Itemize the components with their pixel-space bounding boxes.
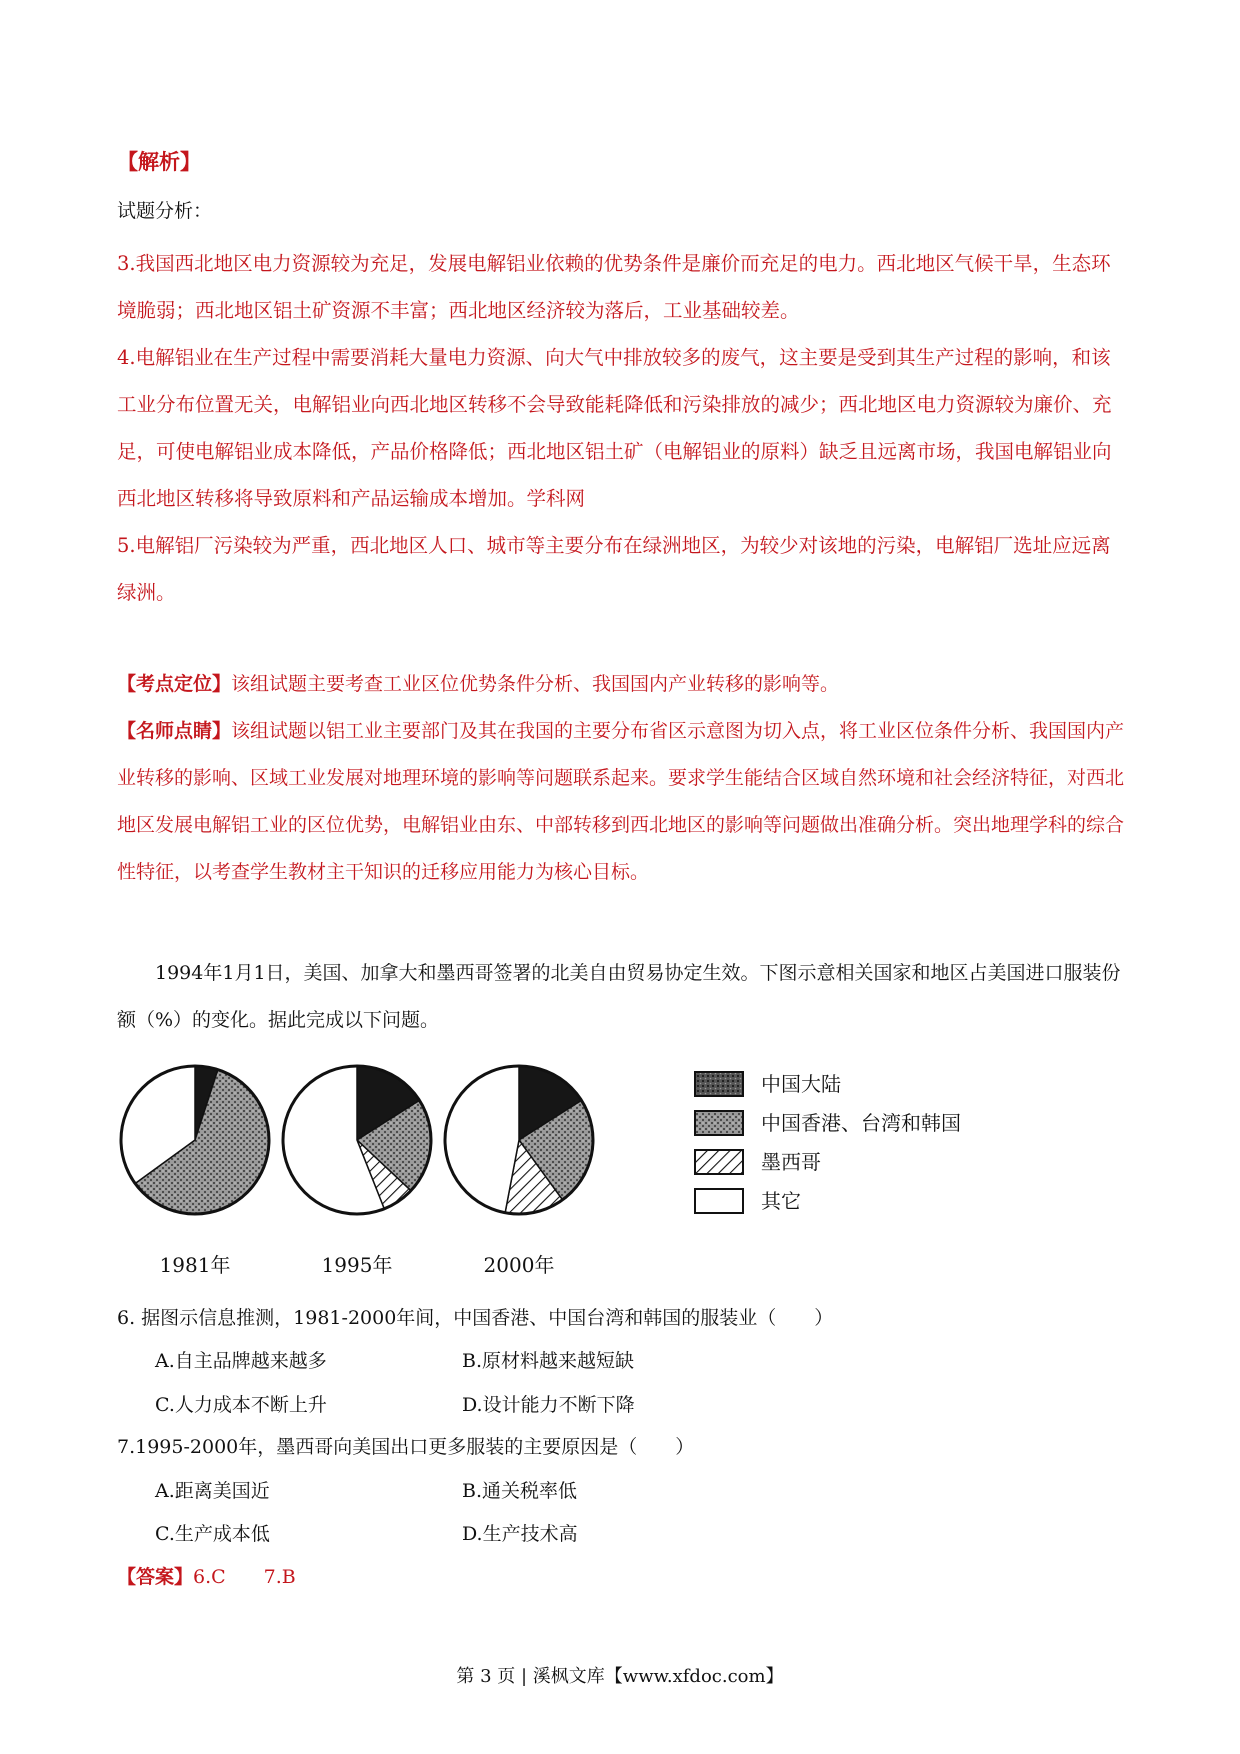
question-intro: [117, 950, 1127, 1044]
page-footer: 第 3 页 | 溪枫文库【www.xfdoc.com】: [456, 1666, 784, 1687]
answer-text: 6.C 7.B: [193, 1566, 296, 1588]
pie-2-year-label: 2000年: [483, 1253, 555, 1277]
mingshi-text: 该组试题以铝工业主要部门及其在我国的主要分布省区示意图为切入点，将工业区位条件分析、我国国内产业转移的影响、区域工业发展对地理环境的影响等问题联系起来。要求学生能结合区域自然环境和社会经济特征，对西北地区发展电解铝工业的区位优势，电解铝业由东、中部转移到西北地区的影响等问题做出准确分析。突出地理学科的综合性特征，以考查学生教材主干知识的迁移应用能力为核心目标。: [117, 720, 1125, 883]
pie-1-year-label: 1995年: [321, 1253, 393, 1277]
pie-2-slice-3: [445, 1066, 519, 1213]
mingshi-label: 【名师点睛】: [117, 720, 232, 742]
legend-label-2: 墨西哥: [761, 1150, 821, 1174]
question-7-option-c: C.生产成本低: [155, 1523, 270, 1545]
question-6-option-a: A.自主品牌越来越多: [155, 1350, 327, 1372]
kaodian-note: [117, 661, 1127, 708]
kaodian-text: 该组试题主要考查工业区位优势条件分析、我国国内产业转移的影响等。: [231, 673, 840, 695]
kaodian-label: 【考点定位】: [117, 673, 232, 695]
legend-swatch-0: [695, 1072, 743, 1096]
analysis-body: [117, 240, 1127, 616]
question-7-option-b: B.通关税率低: [462, 1480, 578, 1502]
question-7-option-d: D.生产技术高: [462, 1523, 578, 1545]
answer-label: 【答案】: [117, 1566, 194, 1588]
question-6-option-d: D.设计能力不断下降: [462, 1394, 635, 1416]
pie-0-year-label: 1981年: [159, 1253, 231, 1277]
legend-label-1: 中国香港、台湾和韩国: [761, 1111, 961, 1135]
pie-chart-figure: [117, 1050, 1017, 1282]
legend-swatch-2: [695, 1150, 743, 1174]
analysis-subheader: 试题分析：: [117, 200, 213, 222]
question-6-option-c: C.人力成本不断上升: [155, 1394, 327, 1416]
legend-swatch-1: [695, 1111, 743, 1135]
analysis-header: 【解析】: [117, 149, 201, 174]
question-7-stem: 7.1995-2000年，墨西哥向美国出口更多服装的主要原因是（ ）: [117, 1436, 695, 1458]
legend-label-3: 其它: [761, 1189, 801, 1213]
legend-label-0: 中国大陆: [761, 1072, 841, 1096]
analysis-paragraph-4: 4.电解铝业在生产过程中需要消耗大量电力资源、向大气中排放较多的废气，这主要是受到其生产过程的影响，和该工业分布位置无关，电解铝业向西北地区转移不会导致能耗降低和污染排放的减少；西北地区电力资源较为廉价、充足，可使电解铝业成本降低，产品价格降低；西北地区铝土矿（电解铝业的原料）缺乏且远离市场，我国电解铝业向西北地区转移将导致原料和产品运输成本增加。学科网: [117, 346, 1112, 510]
legend-swatch-3: [695, 1189, 743, 1213]
intro-text: 1994年1月1日，美国、加拿大和墨西哥签署的北美自由贸易协定生效。下图示意相关国家和地区占美国进口服装份额（%）的变化。据此完成以下问题。: [117, 962, 1121, 1031]
question-7-option-a: A.距离美国近: [155, 1480, 270, 1502]
notes-block: [117, 661, 1127, 896]
answer-line: [117, 1562, 296, 1589]
question-6-stem: 6. 据图示信息推测，1981-2000年间，中国香港、中国台湾和韩国的服装业（ ）: [117, 1307, 834, 1329]
question-6-option-b: B.原材料越来越短缺: [462, 1350, 635, 1372]
analysis-paragraph-5: 5.电解铝厂污染较为严重，西北地区人口、城市等主要分布在绿洲地区，为较少对该地的污染，电解铝厂选址应远离绿洲。: [117, 534, 1111, 604]
mingshi-note: [117, 708, 1127, 896]
analysis-paragraph-3: 3.我国西北地区电力资源较为充足，发展电解铝业依赖的优势条件是廉价而充足的电力。西北地区气候干旱，生态环境脆弱；西北地区铝土矿资源不丰富；西北地区经济较为落后，工业基础较差。: [117, 252, 1111, 322]
